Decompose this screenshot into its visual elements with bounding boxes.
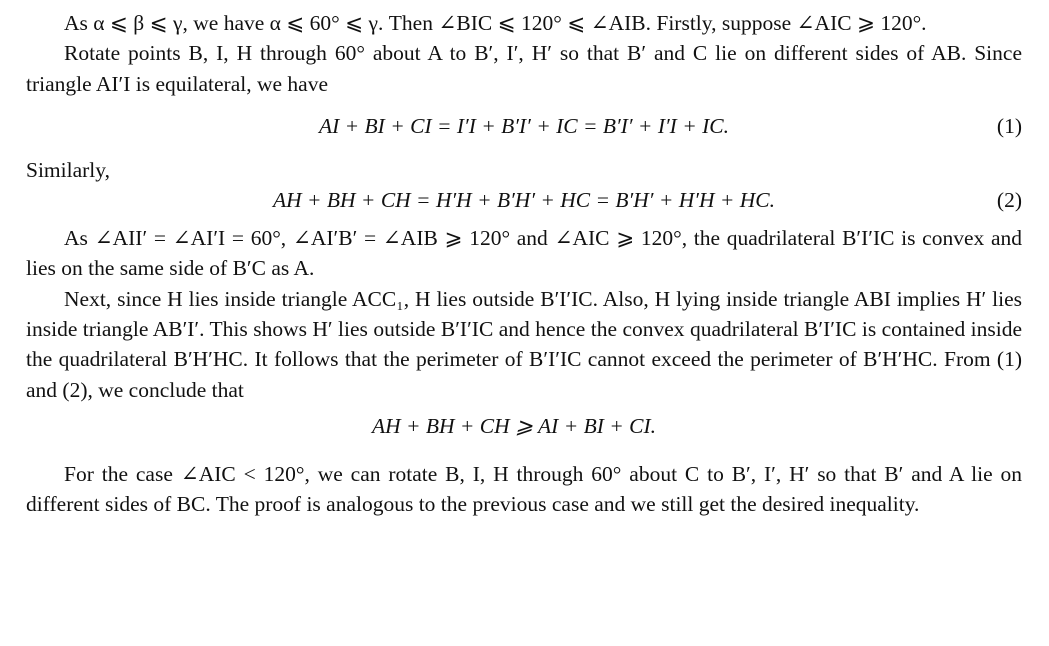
proof-text <box>26 8 1022 520</box>
paragraph-convexity: As ∠AII′ = ∠AI′I = 60°, ∠AI′B′ = ∠AIB ⩾ 120° and ∠AIC ⩾ 120°, the quadrilateral B′I′IC is convex and lies on the same side of B′C as A. <box>26 226 1022 281</box>
paragraph-containment: Next, since H lies inside triangle ACC₁, H lies outside B′I′IC. Also, H lying inside triangle ABI implies H′ lies inside triangle AB′I′. This shows H′ lies outside B′I′IC and hence the convex quadrilateral B′I′IC is contained inside the quadrilateral B′H′HC. It follows that the perimeter of B′I′IC cannot exceed the perimeter of B′H′HC. From (1) and (2), we conclude that <box>26 286 1022 402</box>
equation-2 <box>26 185 1022 215</box>
equation-2-body: AH + BH + CH = H′H + B′H′ + HC = B′H′ + H′H + HC. <box>272 188 775 213</box>
equation-1-body: AI + BI + CI = I′I + B′I′ + IC = B′I′ + I′I + IC. <box>319 113 729 138</box>
equation-2-number: (2) <box>996 188 1022 213</box>
equation-1-number: (1) <box>996 113 1022 138</box>
equation-conclusion <box>26 411 1022 441</box>
paragraph-similarly: Similarly, <box>26 157 111 182</box>
paragraph-assumption: As α ⩽ β ⩽ γ, we have α ⩽ 60° ⩽ γ. Then ∠BIC ⩽ 120° ⩽ ∠AIB. Firstly, suppose ∠AIC ⩾ 120°. <box>64 11 927 35</box>
paragraph-other-case: For the case ∠AIC < 120°, we can rotate B, I, H through 60° about C to B′, I′, H′ so that B′ and A lie on different sides of BC. The proof is analogous to the previous case and we still get the desired inequality. <box>26 461 1022 517</box>
paragraph-rotation: Rotate points B, I, H through 60° about A to B′, I′, H′ so that B′ and C lie on different sides of AB. Since triangle AI′I is equilateral, we have <box>26 41 1022 96</box>
equation-1 <box>26 111 1022 141</box>
equation-conclusion-body: AH + BH + CH ⩾ AI + BI + CI. <box>371 413 657 438</box>
